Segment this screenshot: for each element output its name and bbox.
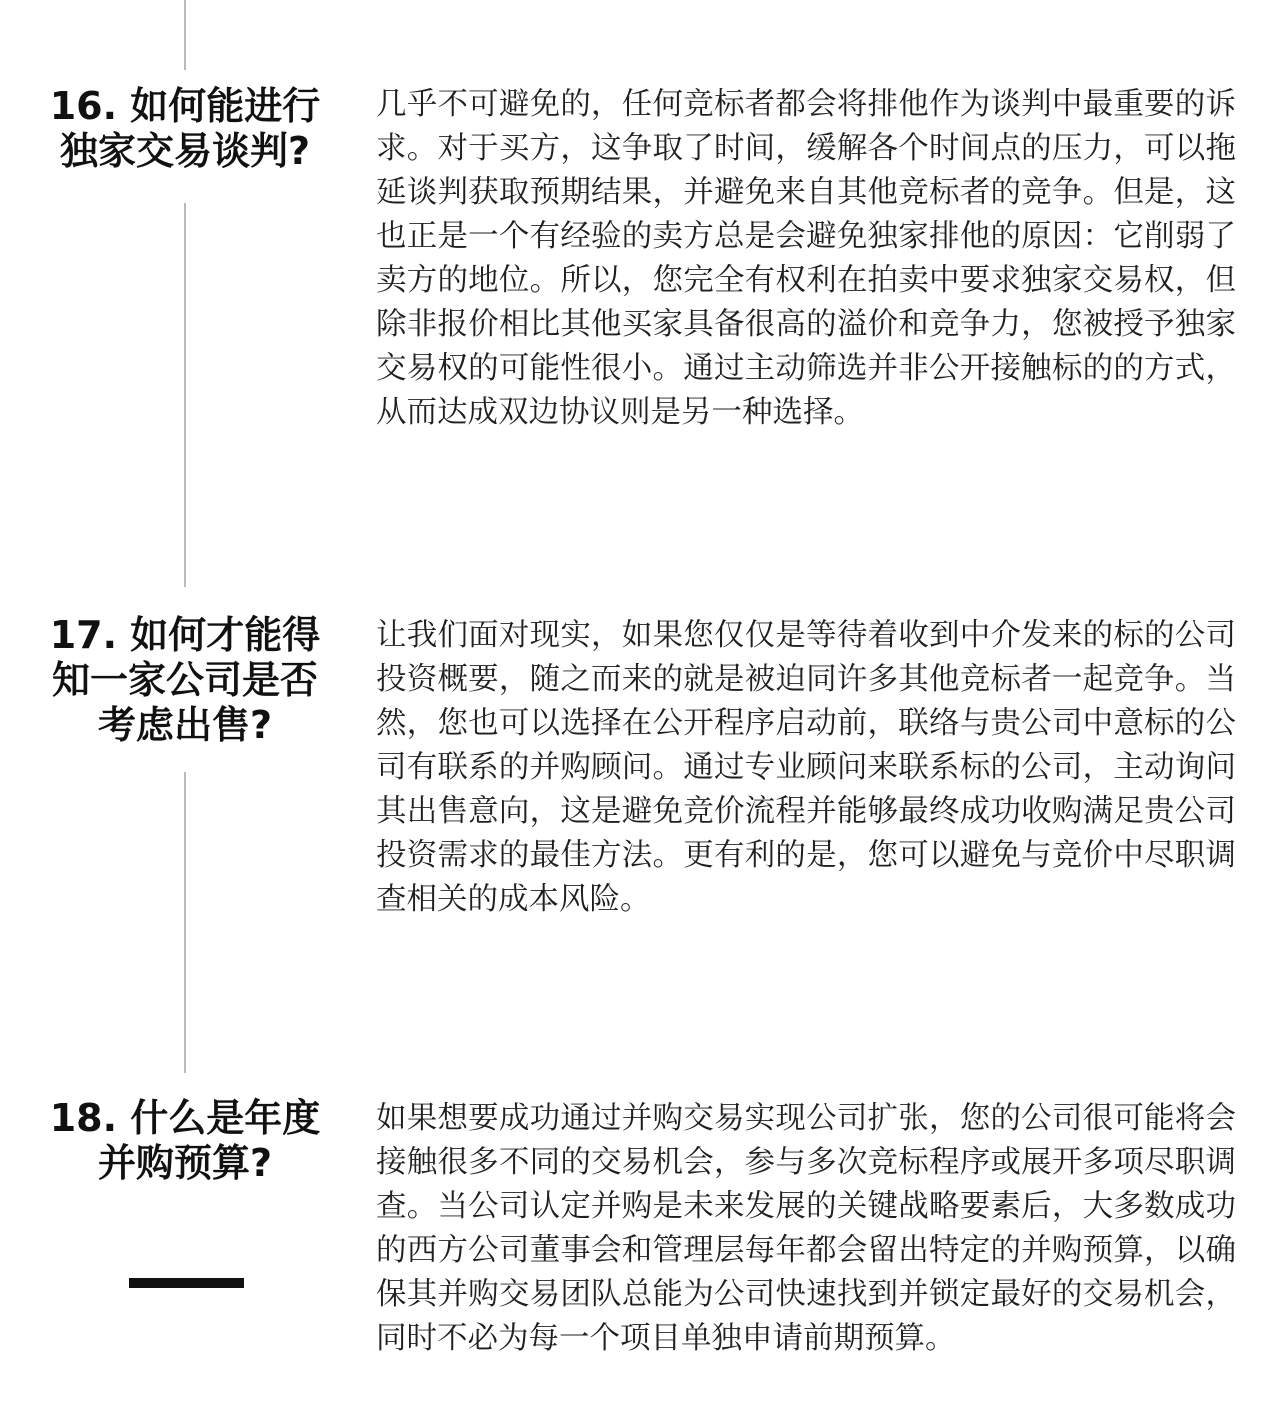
answer-17-text: 让我们面对现实，如果您仅仅是等待着收到中介发来的标的公司投资概要，随之而来的就是被迫同许多其他竞标者一起竞争。当然，您也可以选择在公开程序启动前，联络与贵公司中意标的公司有联系的并购顾问。通过专业顾问来联系标的公司，主动询问其出售意向，这是避免竞价流程并能够最终成功收购满足贵公司投资需求的最佳方法。更有利的是，您可以避免与竞价中尽职调查相关的成本风险。: [376, 618, 1236, 917]
answer-18-text: 如果想要成功通过并购交易实现公司扩张，您的公司很可能将会接触很多不同的交易机会，参与多次竞标程序或展开多项尽职调查。当公司认定并购是未来发展的关键战略要素后，大多数成功的西方公司董事会和管理层每年都会留出特定的并购预算，以确保其并购交易团队总能为公司快速找到并锁定最好的交易机会，同时不必为每一个项目单独申请前期预算。: [376, 1101, 1236, 1356]
timeline-line-top: [184, 0, 186, 70]
question-18-title: 18. 什么是年度并购预算?: [49, 1096, 321, 1185]
timeline-line-16-17: [184, 203, 186, 587]
timeline-line-17-18: [184, 772, 186, 1073]
question-16-title: 16. 如何能进行独家交易谈判?: [49, 84, 321, 173]
section-end-bar: [129, 1278, 244, 1288]
question-17-title: 17. 如何才能得知一家公司是否考虑出售?: [49, 613, 321, 747]
answer-16-text: 几乎不可避免的，任何竞标者都会将排他作为谈判中最重要的诉求。对于买方，这争取了时间，缓解各个时间点的压力，可以拖延谈判获取预期结果，并避免来自其他竞标者的竞争。但是，这也正是一个有经验的卖方总是会避免独家排他的原因：它削弱了卖方的地位。所以，您完全有权利在拍卖中要求独家交易权，但除非报价相比其他买家具备很高的溢价和竞争力，您被授予独家交易权的可能性很小。通过主动筛选并非公开接触标的的方式，从而达成双边协议则是另一种选择。: [376, 87, 1236, 430]
